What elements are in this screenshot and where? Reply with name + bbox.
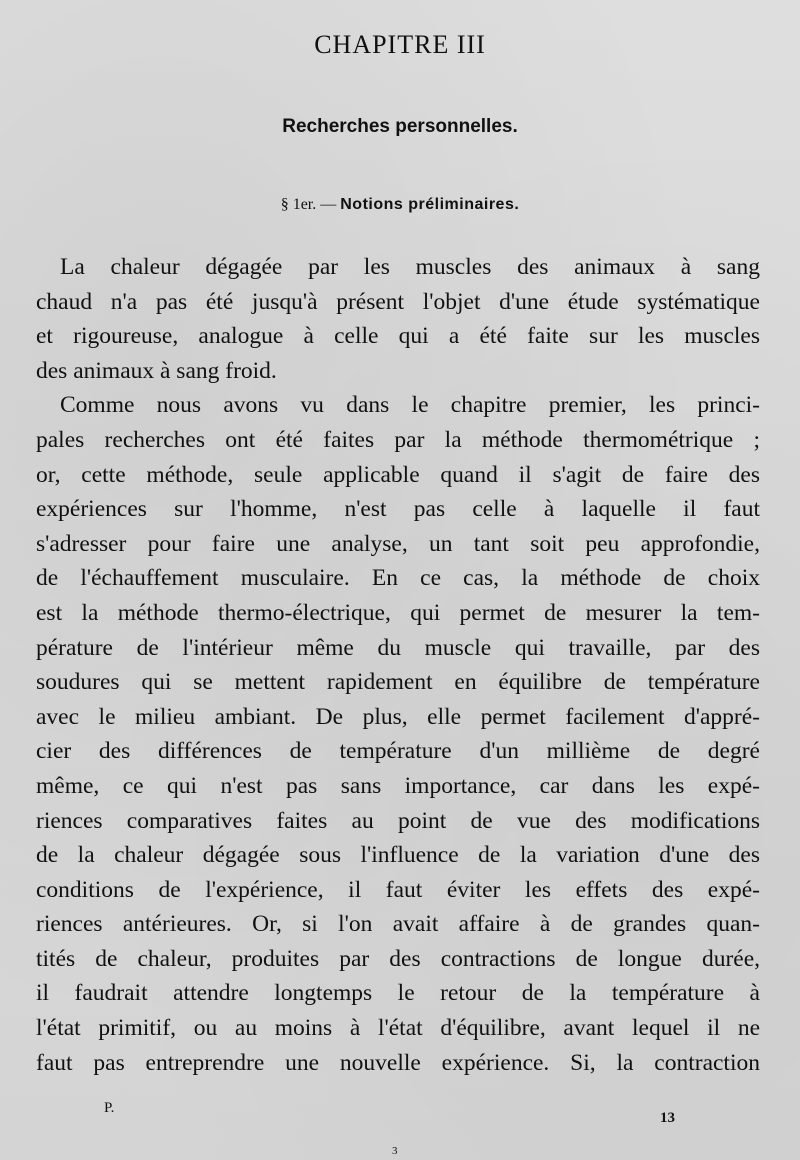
text-line: s'adresser pour faire une analyse, un tant soit peu approfondie, <box>36 530 760 557</box>
text-line: chaud n'a pas été jusqu'à présent l'objet d'une étude systématique <box>36 288 760 315</box>
text-line: La chaleur dégagée par les muscles des animaux à sang <box>60 254 760 280</box>
body-text <box>36 250 760 1080</box>
text-line: de la chaleur dégagée sous l'influence de la variation d'une des <box>36 842 760 869</box>
text-line: et rigoureuse, analogue à celle qui a été faite sur les muscles <box>36 323 760 350</box>
text-line: soudures qui se mettent rapidement en équilibre de température <box>36 669 760 696</box>
text-line: riences antérieures. Or, si l'on avait affaire à de grandes quan- <box>36 911 760 938</box>
section-title: Recherches personnelles. <box>282 116 518 137</box>
text-line: riences comparatives faites au point de vue des modifications <box>36 807 760 834</box>
paragraph-2 <box>36 388 760 1080</box>
text-line: or, cette méthode, seule applicable quand il s'agit de faire des <box>36 461 760 488</box>
chapter-heading: CHAPITRE III <box>314 30 486 59</box>
text-line: avec le milieu ambiant. De plus, elle permet facilement d'appré- <box>36 703 760 730</box>
subsection-heading <box>0 196 800 214</box>
text-line: tités de chaleur, produites par des contractions de longue durée, <box>36 945 760 972</box>
text-line: conditions de l'expérience, il faut éviter les effets des expé- <box>36 876 760 903</box>
page-number: 13 <box>660 1110 675 1126</box>
text-line: est la méthode thermo-électrique, qui permet de mesurer la tem- <box>36 599 760 626</box>
text-line: des animaux à sang froid. <box>36 357 277 384</box>
paragraph-1 <box>36 250 760 388</box>
subsection-title: Notions préliminaires. <box>340 196 520 213</box>
subsection-number: § 1er. — <box>280 196 337 213</box>
text-line: pérature de l'intérieur même du muscle qui travaille, par des <box>36 634 760 661</box>
text-line: l'état primitif, ou au moins à l'état d'équilibre, avant lequel il ne <box>36 1015 760 1042</box>
text-line: faut pas entreprendre une nouvelle expérience. Si, la contraction <box>36 1049 760 1076</box>
text-line: même, ce qui n'est pas sans importance, car dans les expé- <box>36 772 760 799</box>
text-line: cier des différences de température d'un millième de degré <box>36 738 760 765</box>
text-line: expériences sur l'homme, n'est pas celle à laquelle il faut <box>36 496 760 523</box>
signature-mark: P. <box>104 1100 115 1116</box>
text-line: pales recherches ont été faites par la méthode thermométrique ; <box>36 426 760 453</box>
text-line: il faudrait attendre longtemps le retour de la température à <box>36 980 760 1007</box>
text-line: de l'échauffement musculaire. En ce cas, la méthode de choix <box>36 565 760 592</box>
printer-mark: 3 <box>392 1145 398 1157</box>
text-line: Comme nous avons vu dans le chapitre premier, les princi- <box>60 392 760 419</box>
